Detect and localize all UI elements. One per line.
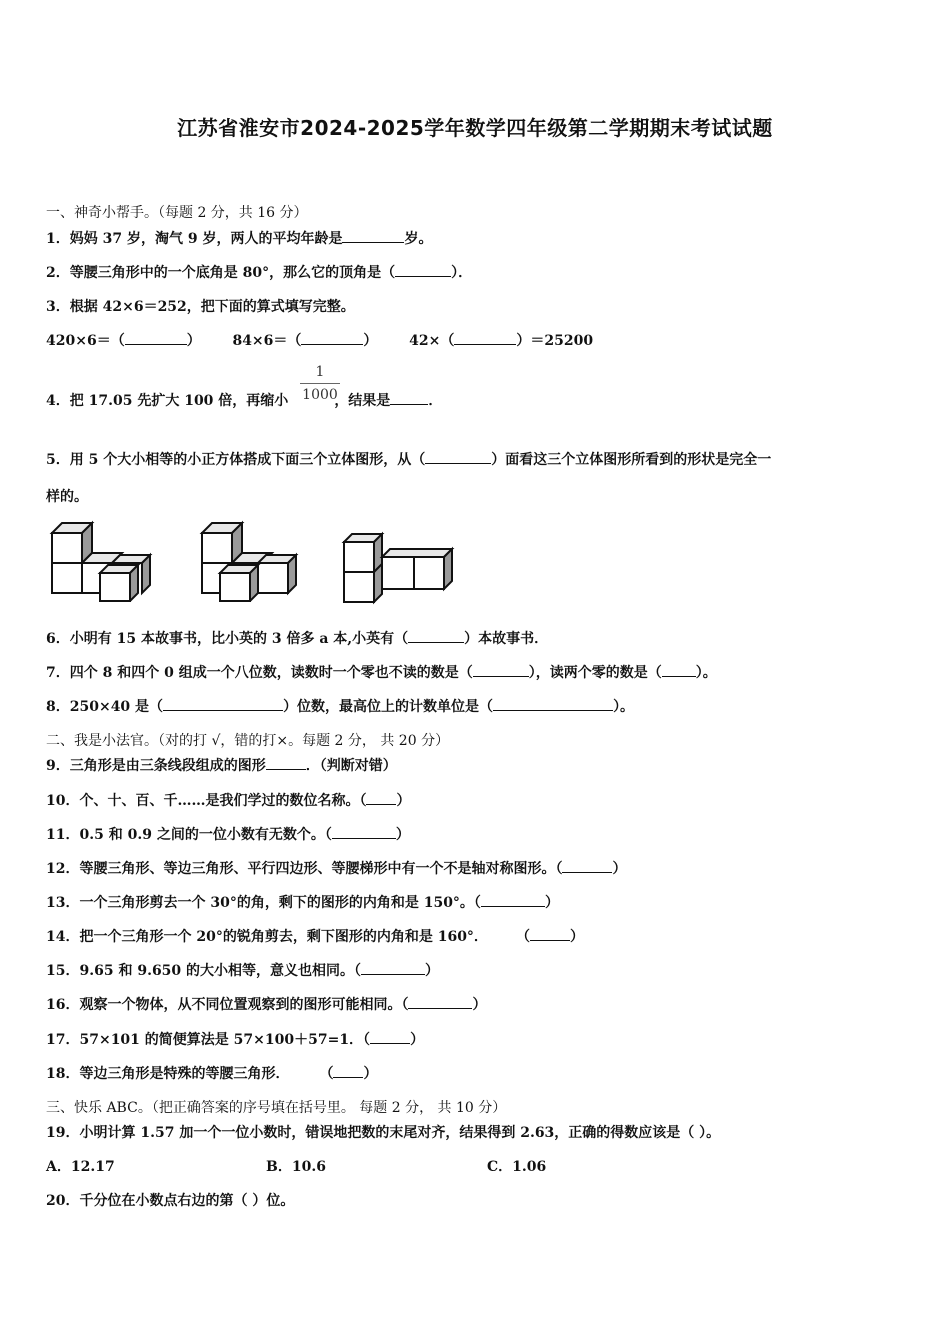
question-13: 13．一个三角形剪去一个 30°的角，剩下的图形的内角和是 150°。（ ） <box>46 892 559 912</box>
question-17: 17．57×101 的简便算法是 57×100＋57=1．（ ） <box>46 1029 424 1049</box>
question-8: 8．250×40 是（ ）位数，最高位上的计数单位是（ ）。 <box>46 696 634 716</box>
section-3-heading: 三、快乐 ABC。（把正确答案的序号填在括号里。 每题 2 分， 共 10 分） <box>46 1100 507 1116</box>
question-12: 12．等腰三角形、等边三角形、平行四边形、等腰梯形中有一个不是轴对称图形。（ ） <box>46 858 626 878</box>
fraction-one-thousandth: 1 1000 <box>298 362 342 405</box>
question-2: 2．等腰三角形中的一个底角是 80°，那么它的顶角是（ ）． <box>46 262 472 282</box>
section-1-heading: 一、神奇小帮手。（每题 2 分，共 16 分） <box>46 205 308 221</box>
question-9: 9．三角形是由三条线段组成的图形 ．（判断对错） <box>46 755 397 775</box>
question-19: 19．小明计算 1.57 加一个一位小数时，错误地把数的末尾对齐，结果得到 2.63，正确的得数应该是（ ）。 <box>46 1125 721 1141</box>
question-18: 18．等边三角形是特殊的等腰三角形． （ ） <box>46 1063 377 1083</box>
question-11: 11．0.5 和 0.9 之间的一位小数有无数个。（ ） <box>46 824 410 844</box>
option-b: B．10.6 <box>266 1159 326 1175</box>
question-10: 10．个、十、百、千……是我们学过的数位名称。（ ） <box>46 790 410 810</box>
question-1: 1．妈妈 37 岁，淘气 9 岁，两人的平均年龄是 岁。 <box>46 228 432 248</box>
question-5-line-2: 样的。 <box>46 489 88 505</box>
question-15: 15．9.65 和 9.650 的大小相等，意义也相同。（ ） <box>46 960 439 980</box>
question-16: 16．观察一个物体，从不同位置观察到的图形可能相同。（ ） <box>46 994 486 1014</box>
option-c: C．1.06 <box>487 1159 547 1175</box>
question-20: 20．千分位在小数点右边的第（ ）位。 <box>46 1193 295 1209</box>
question-7: 7．四个 8 和四个 0 组成一个八位数，读数时一个零也不读的数是（ ），读两个零的数是（ ）。 <box>46 662 717 682</box>
cube-figure-3 <box>338 526 458 610</box>
cube-figure-1 <box>46 518 156 602</box>
question-6: 6．小明有 15 本故事书，比小英的 3 倍多 a 本,小英有（ ）本故事书． <box>46 628 548 648</box>
question-19-options <box>46 1156 646 1176</box>
option-a: A．12.17 <box>46 1159 115 1175</box>
cube-figure-2 <box>196 518 306 602</box>
page-title: 江苏省淮安市2024-2025学年数学四年级第二学期期末考试试题 <box>177 116 773 140</box>
section-2-heading: 二、我是小法官。（对的打 √，错的打×。每题 2 分， 共 20 分） <box>46 733 450 749</box>
question-4: 4．把 17.05 先扩大 100 倍，再缩小 ，结果是 ． <box>46 390 442 410</box>
question-3: 3．根据 42×6＝252，把下面的算式填写完整。 <box>46 299 355 315</box>
question-3-equations: 420×6＝（ ） 84×6＝（ ） 42×（ ）＝25200 <box>46 330 593 350</box>
question-5-line-1: 5．用 5 个大小相等的小正方体搭成下面三个立体图形，从（ ）面看这三个立体图形所看到的形状是完全一 <box>46 449 771 469</box>
question-14: 14．把一个三角形一个 20°的锐角剪去，剩下图形的内角和是 160°． （ ） <box>46 926 584 946</box>
